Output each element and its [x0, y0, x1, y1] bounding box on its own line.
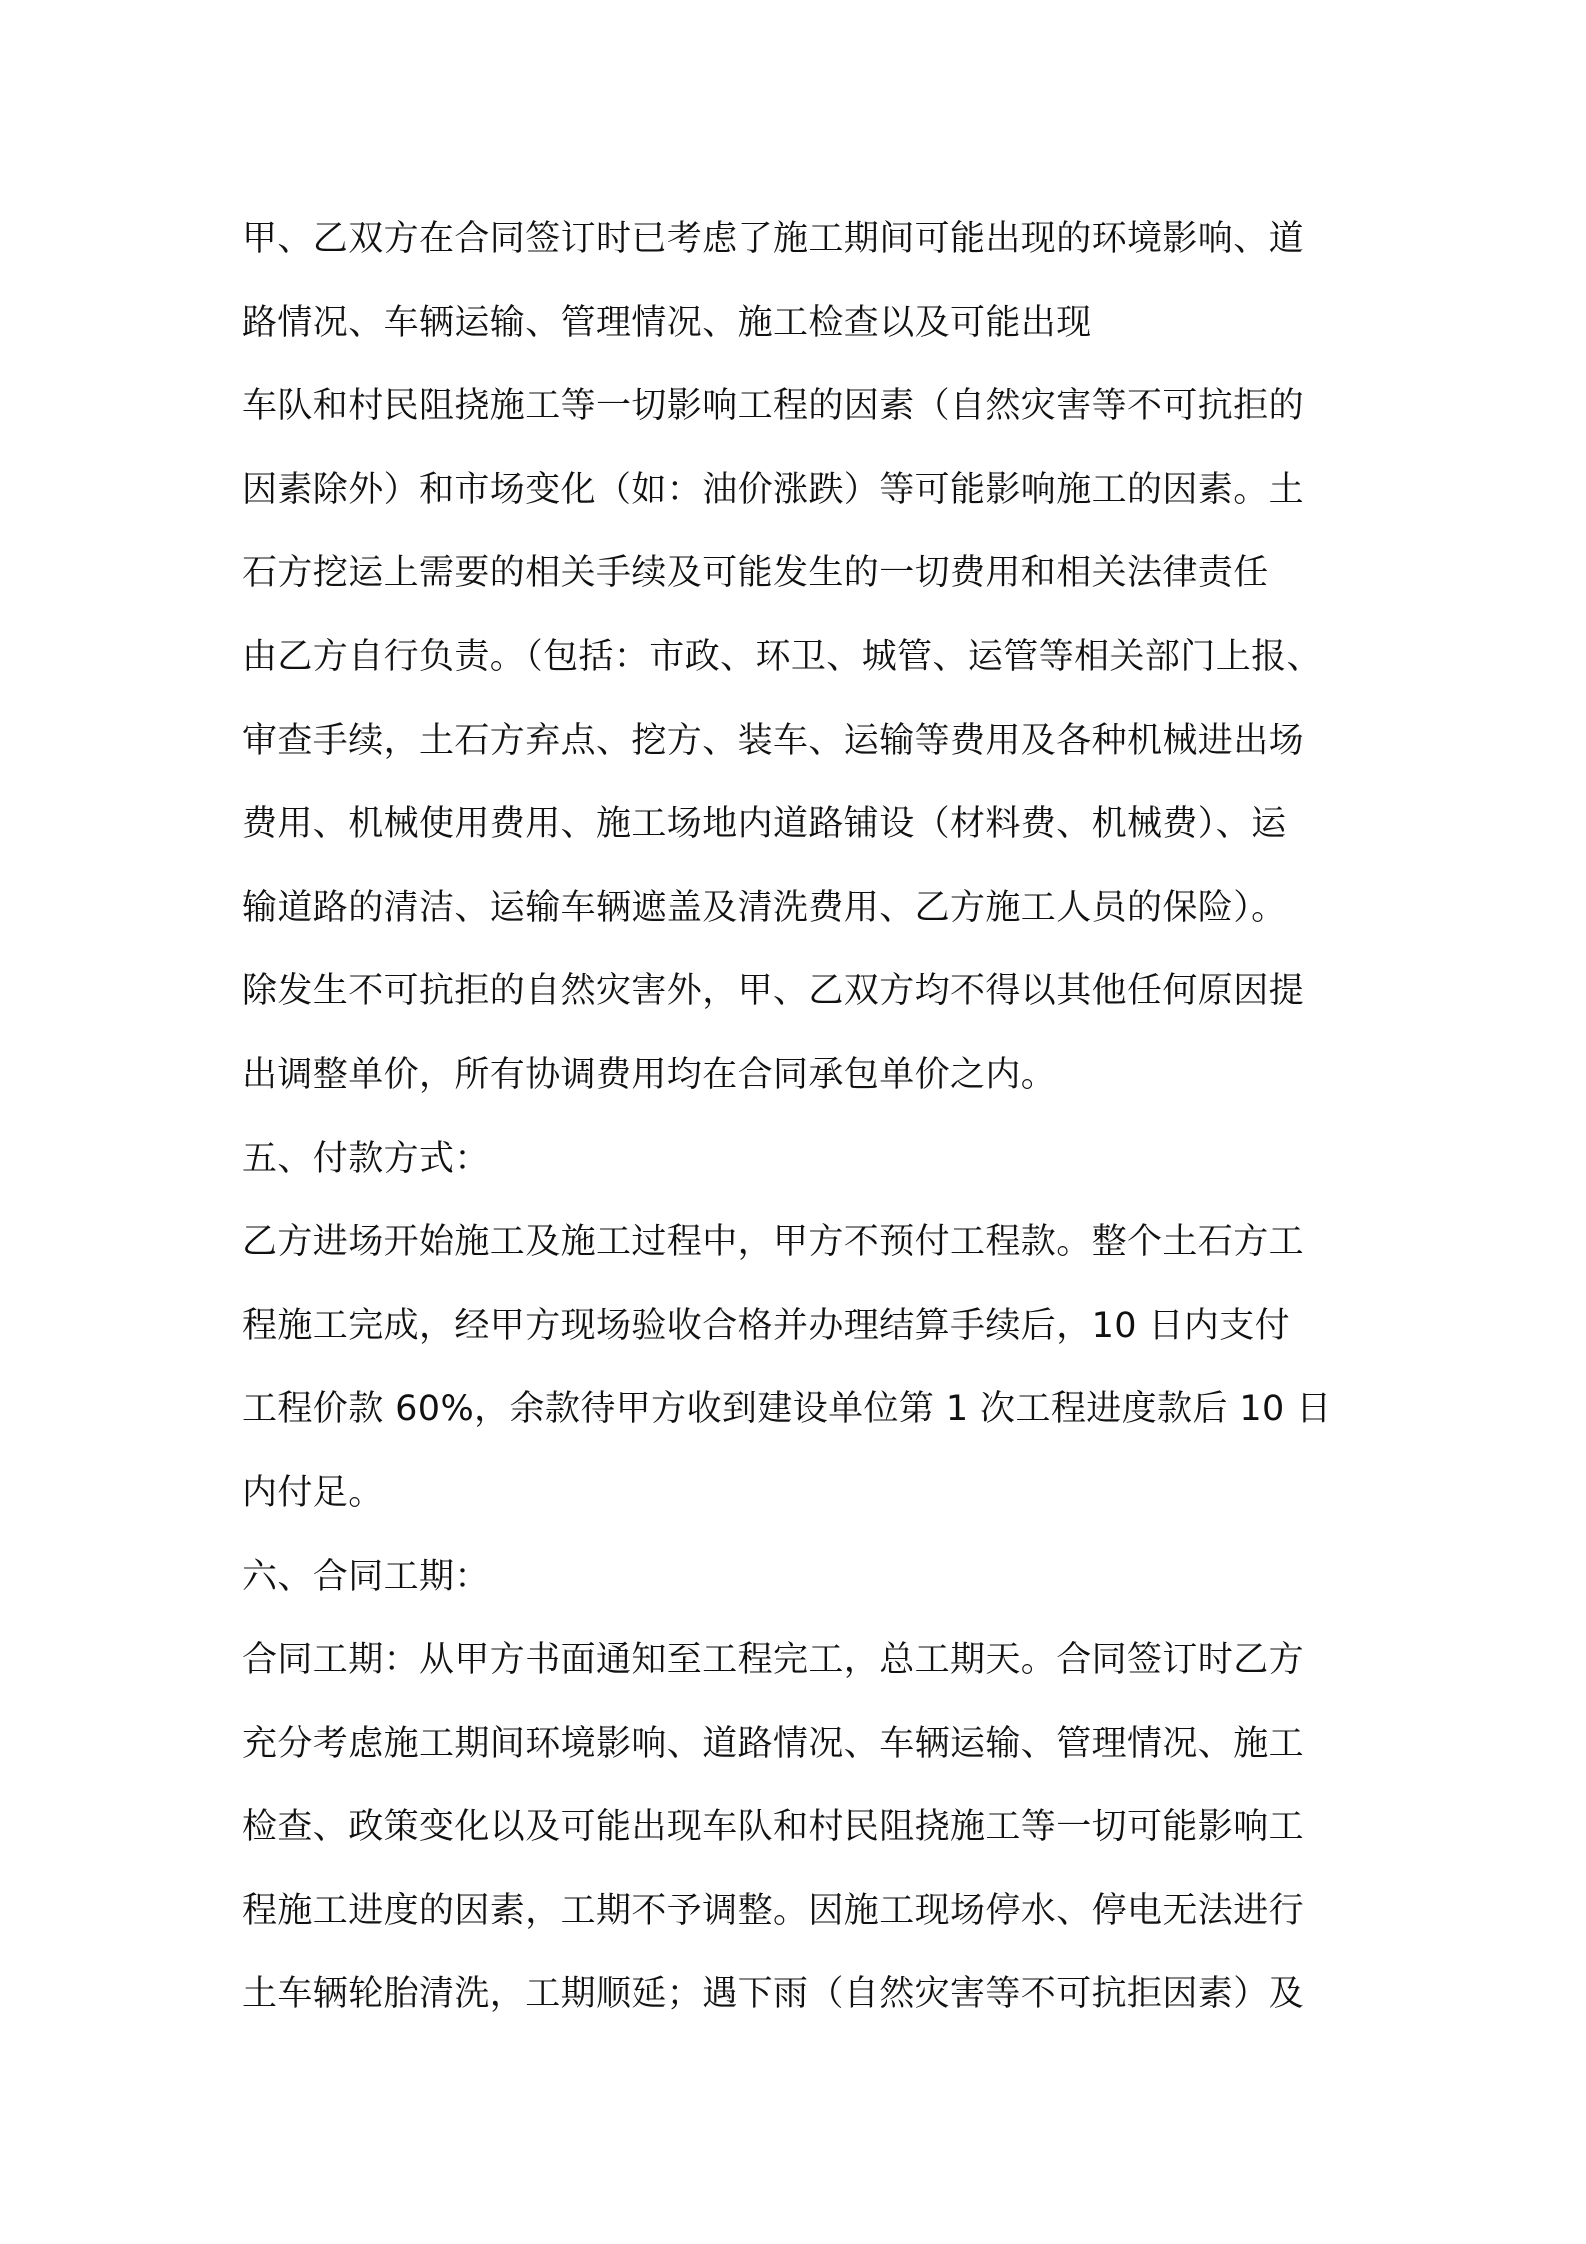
text-line: 石方挖运上需要的相关手续及可能发生的一切费用和相关法律责任 [242, 553, 1269, 594]
text-line: 检查、政策变化以及可能出现车队和村民阻挠施工等一切可能影响工 [242, 1807, 1305, 1848]
text-line: 合同工期：从甲方书面通知至工程完工，总工期天。合同签订时乙方 [242, 1640, 1305, 1681]
text-line: 充分考虑施工期间环境影响、道路情况、车辆运输、管理情况、施工 [242, 1723, 1305, 1764]
text-line: 甲、乙双方在合同签订时已考虑了施工期间可能出现的环境影响、道 [242, 219, 1305, 259]
section-heading-duration: 六、合同工期： [242, 1556, 490, 1597]
text-line: 内付足。 [242, 1472, 384, 1513]
text-line: 除发生不可抗拒的自然灾害外，甲、乙双方均不得以其他任何原因提 [242, 971, 1305, 1012]
section-heading-payment: 五、付款方式： [242, 1138, 490, 1179]
text-line: 车队和村民阻挠施工等一切影响工程的因素（自然灾害等不可抗拒的 [242, 386, 1305, 427]
text-line: 路情况、车辆运输、管理情况、施工检查以及可能出现 [242, 302, 1092, 343]
text-line: 土车辆轮胎清洗，工期顺延；遇下雨（自然灾害等不可抗拒因素）及 [242, 1974, 1305, 2015]
text-line: 乙方进场开始施工及施工过程中，甲方不预付工程款。整个土石方工 [242, 1222, 1305, 1263]
text-line: 费用、机械使用费用、施工场地内道路铺设（材料费、机械费）、运 [242, 804, 1287, 845]
text-line: 因素除外）和市场变化（如：油价涨跌）等可能影响施工的因素。土 [242, 469, 1305, 510]
text-line: 工程价款 60%，余款待甲方收到建设单位第 1 次工程进度款后 10 日 [242, 1389, 1332, 1430]
text-line: 输道路的清洁、运输车辆遮盖及清洗费用、乙方施工人员的保险）。 [242, 887, 1287, 928]
text-line: 程施工进度的因素，工期不予调整。因施工现场停水、停电无法进行 [242, 1890, 1305, 1931]
text-line: 审查手续，土石方弃点、挖方、装车、运输等费用及各种机械进出场 [242, 720, 1305, 761]
document-body [242, 198, 1372, 2037]
text-line: 程施工完成，经甲方现场验收合格并办理结算手续后，10 日内支付 [242, 1305, 1291, 1346]
text-line: 出调整单价，所有协调费用均在合同承包单价之内。 [242, 1054, 1057, 1095]
text-line: 由乙方自行负责。（包括：市政、环卫、城管、运管等相关部门上报、 [242, 636, 1322, 677]
